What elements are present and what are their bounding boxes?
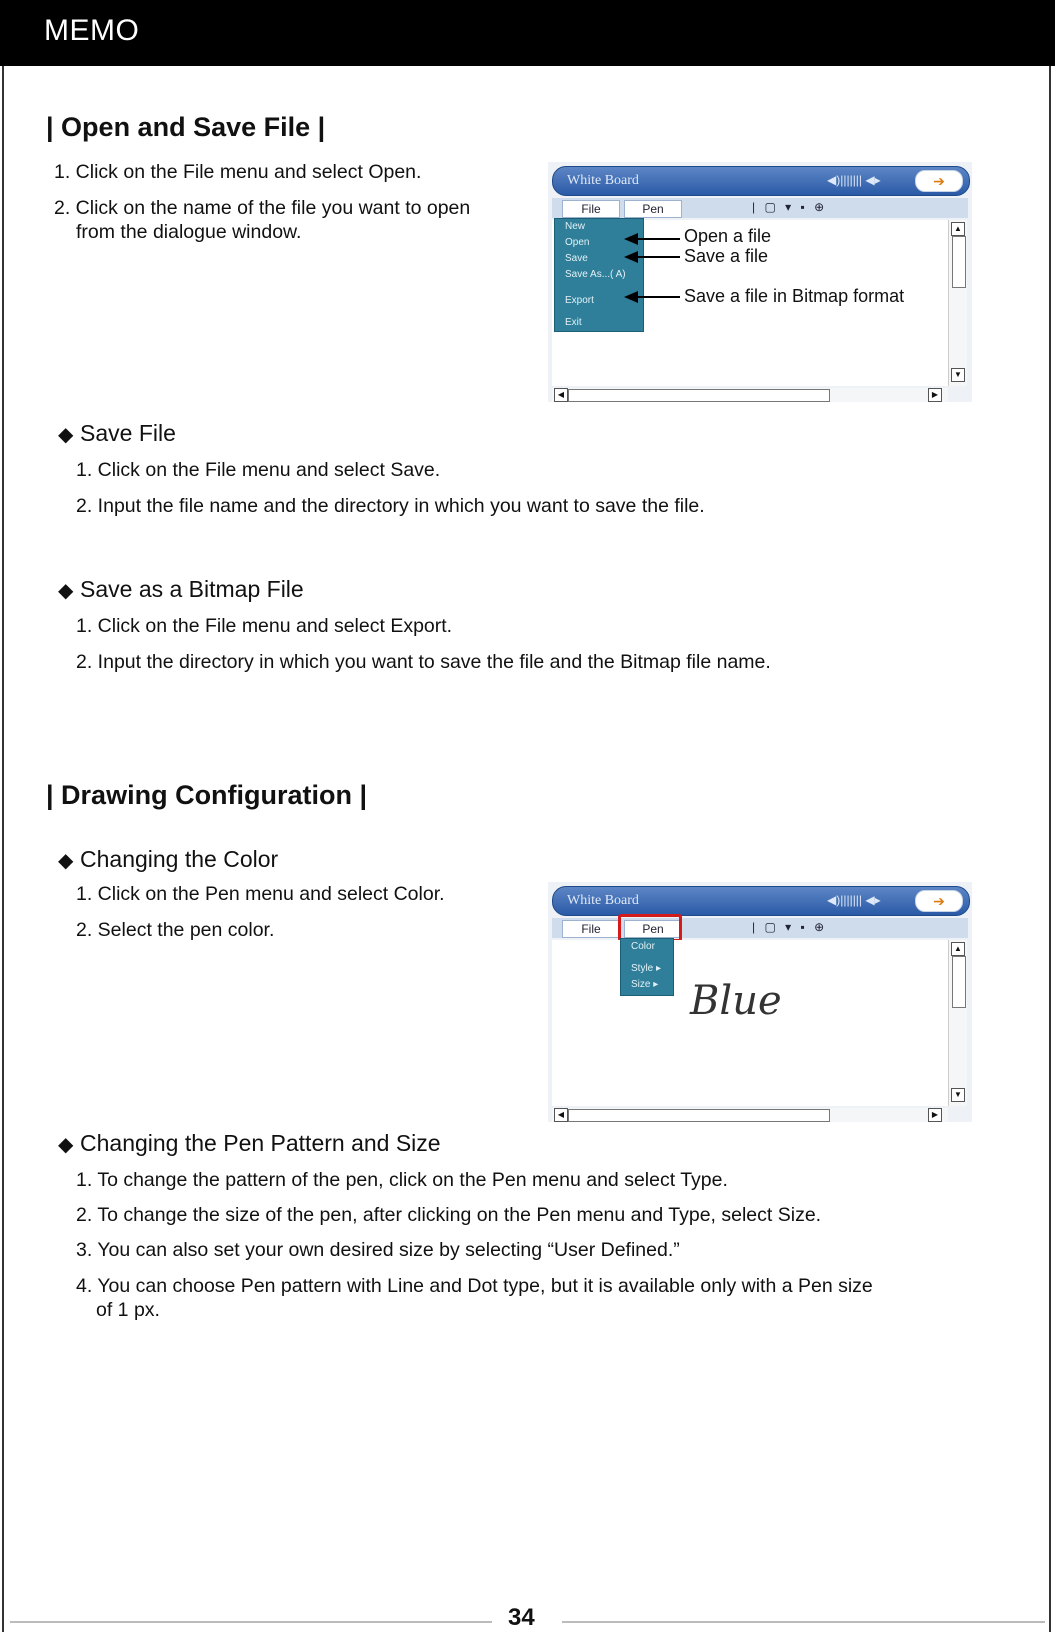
scroll-left-icon[interactable]: ◀ [554, 1108, 568, 1122]
exit-icon[interactable]: ➔ [915, 890, 963, 912]
callout-line-export [636, 296, 680, 298]
vertical-scrollbar[interactable] [948, 220, 967, 386]
whiteboard-title-bar [552, 166, 970, 196]
diamond-bullet-icon: ◆ [58, 580, 74, 602]
whiteboard-menubar [552, 918, 968, 938]
scroll-left-icon[interactable]: ◀ [554, 388, 568, 402]
sub-title-save-bitmap [58, 576, 304, 603]
file-menu-export[interactable]: Export [565, 295, 594, 306]
whiteboard-title-bar [552, 886, 970, 916]
diamond-bullet-icon: ◆ [58, 850, 74, 872]
whiteboard-menubar [552, 198, 968, 218]
diamond-bullet-icon: ◆ [58, 1134, 74, 1156]
horizontal-scrollbar[interactable] [552, 1108, 948, 1122]
callout-open-file: Open a file [684, 226, 772, 246]
horizontal-scrollbar[interactable] [552, 388, 948, 402]
pen-tab[interactable]: Pen [624, 200, 682, 218]
file-menu-save-as[interactable]: Save As...( A) [565, 269, 626, 280]
pen-pattern-step-2: 2. To change the size of the pen, after clicking on the Pen menu and Type, select Size. [76, 1204, 822, 1226]
changing-color-step-2: 2. Select the pen color. [76, 919, 275, 941]
pen-dropdown-menu [620, 938, 674, 996]
pen-pattern-step-3: 3. You can also set your own desired size by selecting “User Defined.” [76, 1239, 680, 1261]
whiteboard-pen-menu-screenshot [548, 882, 972, 1122]
file-menu-new[interactable]: New [565, 221, 586, 232]
save-bitmap-step-2: 2. Input the directory in which you want to save the file and the Bitmap file name. [76, 651, 771, 673]
volume-icon: ◀)||||||| ◀▸ [827, 893, 881, 907]
volume-icon: ◀)||||||| ◀▸ [827, 173, 881, 187]
open-save-step-2-cont: from the dialogue window. [76, 221, 302, 243]
toolbar-icons[interactable]: | ▢ ▾ ▪ ⊕ [752, 200, 828, 214]
callout-save-file: Save a file [684, 246, 769, 266]
footer-rule-right [562, 1621, 1045, 1623]
save-file-step-1: 1. Click on the File menu and select Save. [76, 459, 441, 481]
open-save-step-1: 1. Click on the File menu and select Open. [54, 161, 422, 183]
pen-menu-size[interactable]: Size ▸ [631, 979, 659, 990]
page-number: 34 [508, 1604, 535, 1631]
file-menu-open[interactable]: Open [565, 237, 590, 248]
sub-title-changing-color [58, 846, 278, 873]
pen-pattern-title: Changing the Pen Pattern and Size [80, 1130, 441, 1156]
horizontal-scroll-thumb[interactable] [568, 1109, 830, 1122]
save-bitmap-title: Save as a Bitmap File [80, 576, 304, 602]
handwriting-blue: Blue [690, 978, 782, 1024]
header-title: MEMO [44, 14, 140, 47]
save-bitmap-step-1: 1. Click on the File menu and select Export. [76, 615, 453, 637]
open-save-step-2: 2. Click on the name of the file you want to open [54, 197, 471, 219]
exit-icon[interactable]: ➔ [915, 170, 963, 192]
changing-color-step-1: 1. Click on the Pen menu and select Color. [76, 883, 445, 905]
whiteboard-title: White Board [567, 173, 639, 188]
header-bar [0, 0, 1055, 66]
scroll-right-icon[interactable]: ▶ [928, 1108, 942, 1122]
pen-pattern-step-1: 1. To change the pattern of the pen, click on the Pen menu and select Type. [76, 1169, 728, 1191]
vertical-scroll-thumb[interactable] [952, 236, 966, 288]
footer-rule-left [10, 1621, 492, 1623]
sub-title-pen-pattern [58, 1130, 441, 1157]
scroll-down-icon[interactable]: ▼ [951, 368, 965, 382]
whiteboard-file-menu-screenshot [548, 162, 972, 402]
vertical-scrollbar[interactable] [948, 940, 967, 1106]
file-tab[interactable]: File [562, 200, 620, 218]
pen-tab[interactable]: Pen [624, 920, 682, 938]
save-file-step-2: 2. Input the file name and the directory in which you want to save the file. [76, 495, 705, 517]
horizontal-scroll-thumb[interactable] [568, 389, 830, 402]
scroll-down-icon[interactable]: ▼ [951, 1088, 965, 1102]
callout-line-save [636, 256, 680, 258]
callout-save-bitmap: Save a file in Bitmap format [684, 286, 905, 306]
file-tab[interactable]: File [562, 920, 620, 938]
file-menu-save[interactable]: Save [565, 253, 588, 264]
changing-color-title: Changing the Color [80, 846, 279, 872]
pen-pattern-step-4: 4. You can choose Pen pattern with Line and Dot type, but it is available only with a Pen size [76, 1275, 873, 1297]
scroll-up-icon[interactable]: ▲ [951, 222, 965, 236]
scroll-right-icon[interactable]: ▶ [928, 388, 942, 402]
toolbar-icons[interactable]: | ▢ ▾ ▪ ⊕ [752, 920, 828, 934]
file-menu-exit[interactable]: Exit [565, 317, 582, 328]
scroll-up-icon[interactable]: ▲ [951, 942, 965, 956]
pen-pattern-step-4-cont: of 1 px. [96, 1299, 160, 1321]
section-title-open-save: | Open and Save File | [46, 112, 326, 142]
callout-line-open [636, 238, 680, 240]
diamond-bullet-icon: ◆ [58, 424, 74, 446]
pen-menu-style[interactable]: Style ▸ [631, 963, 662, 974]
whiteboard-title: White Board [567, 893, 639, 908]
save-file-title: Save File [80, 420, 176, 446]
vertical-scroll-thumb[interactable] [952, 956, 966, 1008]
sub-title-save-file [58, 420, 176, 447]
pen-menu-color[interactable]: Color [631, 941, 655, 952]
section-title-drawing-config: | Drawing Configuration | [46, 780, 368, 810]
